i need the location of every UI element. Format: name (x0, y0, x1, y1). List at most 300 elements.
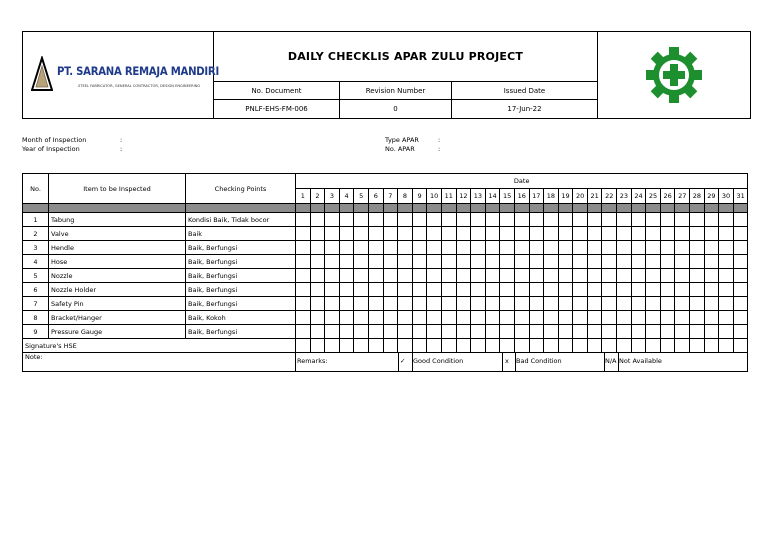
check-cell-day-5[interactable] (354, 283, 369, 297)
check-cell-day-13[interactable] (471, 269, 486, 283)
check-cell-day-15[interactable] (500, 283, 515, 297)
check-cell-day-30[interactable] (719, 297, 734, 311)
check-cell-day-9[interactable] (412, 255, 427, 269)
check-cell-day-19[interactable] (558, 255, 573, 269)
check-cell-day-3[interactable] (325, 227, 340, 241)
check-cell-day-7[interactable] (383, 325, 398, 339)
check-cell-day-13[interactable] (471, 255, 486, 269)
check-cell-day-23[interactable] (617, 269, 632, 283)
check-cell-day-23[interactable] (617, 241, 632, 255)
check-cell-day-3[interactable] (325, 269, 340, 283)
check-cell-day-22[interactable] (602, 213, 617, 227)
check-cell-day-16[interactable] (514, 311, 529, 325)
check-cell-day-7[interactable] (383, 255, 398, 269)
check-cell-day-25[interactable] (646, 325, 661, 339)
signature-cell-day-11[interactable] (441, 339, 456, 353)
check-cell-day-13[interactable] (471, 227, 486, 241)
check-cell-day-20[interactable] (573, 213, 588, 227)
check-cell-day-20[interactable] (573, 227, 588, 241)
check-cell-day-7[interactable] (383, 227, 398, 241)
check-cell-day-11[interactable] (441, 297, 456, 311)
check-cell-day-27[interactable] (675, 255, 690, 269)
signature-cell-day-12[interactable] (456, 339, 471, 353)
check-cell-day-21[interactable] (587, 269, 602, 283)
check-cell-day-18[interactable] (544, 255, 559, 269)
check-cell-day-29[interactable] (704, 213, 719, 227)
check-cell-day-22[interactable] (602, 283, 617, 297)
check-cell-day-5[interactable] (354, 227, 369, 241)
check-cell-day-2[interactable] (310, 241, 325, 255)
check-cell-day-27[interactable] (675, 213, 690, 227)
check-cell-day-15[interactable] (500, 269, 515, 283)
check-cell-day-31[interactable] (733, 241, 748, 255)
check-cell-day-11[interactable] (441, 325, 456, 339)
check-cell-day-28[interactable] (690, 255, 705, 269)
check-cell-day-27[interactable] (675, 227, 690, 241)
check-cell-day-25[interactable] (646, 255, 661, 269)
check-cell-day-15[interactable] (500, 325, 515, 339)
check-cell-day-28[interactable] (690, 213, 705, 227)
check-cell-day-31[interactable] (733, 325, 748, 339)
check-cell-day-16[interactable] (514, 255, 529, 269)
check-cell-day-14[interactable] (485, 325, 500, 339)
check-cell-day-14[interactable] (485, 311, 500, 325)
check-cell-day-18[interactable] (544, 241, 559, 255)
check-cell-day-28[interactable] (690, 297, 705, 311)
check-cell-day-16[interactable] (514, 283, 529, 297)
check-cell-day-6[interactable] (368, 255, 383, 269)
check-cell-day-12[interactable] (456, 297, 471, 311)
check-cell-day-8[interactable] (398, 283, 413, 297)
check-cell-day-1[interactable] (296, 325, 311, 339)
check-cell-day-14[interactable] (485, 255, 500, 269)
check-cell-day-19[interactable] (558, 269, 573, 283)
check-cell-day-1[interactable] (296, 255, 311, 269)
check-cell-day-26[interactable] (660, 255, 675, 269)
check-cell-day-16[interactable] (514, 297, 529, 311)
check-cell-day-7[interactable] (383, 269, 398, 283)
check-cell-day-19[interactable] (558, 283, 573, 297)
check-cell-day-2[interactable] (310, 255, 325, 269)
check-cell-day-19[interactable] (558, 213, 573, 227)
check-cell-day-27[interactable] (675, 241, 690, 255)
check-cell-day-5[interactable] (354, 269, 369, 283)
check-cell-day-6[interactable] (368, 283, 383, 297)
check-cell-day-21[interactable] (587, 283, 602, 297)
signature-cell-day-30[interactable] (719, 339, 734, 353)
check-cell-day-23[interactable] (617, 297, 632, 311)
check-cell-day-16[interactable] (514, 213, 529, 227)
check-cell-day-2[interactable] (310, 213, 325, 227)
check-cell-day-6[interactable] (368, 311, 383, 325)
signature-cell-day-17[interactable] (529, 339, 544, 353)
check-cell-day-13[interactable] (471, 283, 486, 297)
check-cell-day-5[interactable] (354, 255, 369, 269)
check-cell-day-10[interactable] (427, 311, 442, 325)
check-cell-day-2[interactable] (310, 283, 325, 297)
signature-cell-day-31[interactable] (733, 339, 748, 353)
check-cell-day-22[interactable] (602, 227, 617, 241)
check-cell-day-21[interactable] (587, 227, 602, 241)
check-cell-day-4[interactable] (339, 241, 354, 255)
check-cell-day-20[interactable] (573, 241, 588, 255)
check-cell-day-22[interactable] (602, 269, 617, 283)
check-cell-day-10[interactable] (427, 297, 442, 311)
signature-cell-day-5[interactable] (354, 339, 369, 353)
signature-cell-day-25[interactable] (646, 339, 661, 353)
check-cell-day-22[interactable] (602, 311, 617, 325)
check-cell-day-17[interactable] (529, 269, 544, 283)
check-cell-day-23[interactable] (617, 325, 632, 339)
check-cell-day-31[interactable] (733, 311, 748, 325)
check-cell-day-5[interactable] (354, 311, 369, 325)
check-cell-day-15[interactable] (500, 311, 515, 325)
check-cell-day-9[interactable] (412, 297, 427, 311)
signature-cell-day-23[interactable] (617, 339, 632, 353)
check-cell-day-13[interactable] (471, 311, 486, 325)
check-cell-day-17[interactable] (529, 213, 544, 227)
check-cell-day-16[interactable] (514, 269, 529, 283)
check-cell-day-3[interactable] (325, 255, 340, 269)
check-cell-day-24[interactable] (631, 325, 646, 339)
check-cell-day-1[interactable] (296, 297, 311, 311)
check-cell-day-26[interactable] (660, 311, 675, 325)
check-cell-day-10[interactable] (427, 283, 442, 297)
check-cell-day-1[interactable] (296, 311, 311, 325)
signature-cell-day-6[interactable] (368, 339, 383, 353)
check-cell-day-13[interactable] (471, 241, 486, 255)
check-cell-day-7[interactable] (383, 241, 398, 255)
check-cell-day-31[interactable] (733, 297, 748, 311)
check-cell-day-22[interactable] (602, 325, 617, 339)
check-cell-day-20[interactable] (573, 255, 588, 269)
check-cell-day-8[interactable] (398, 297, 413, 311)
check-cell-day-24[interactable] (631, 283, 646, 297)
check-cell-day-21[interactable] (587, 255, 602, 269)
check-cell-day-17[interactable] (529, 311, 544, 325)
check-cell-day-1[interactable] (296, 269, 311, 283)
check-cell-day-29[interactable] (704, 311, 719, 325)
check-cell-day-12[interactable] (456, 213, 471, 227)
check-cell-day-8[interactable] (398, 311, 413, 325)
check-cell-day-7[interactable] (383, 297, 398, 311)
check-cell-day-26[interactable] (660, 241, 675, 255)
signature-cell-day-13[interactable] (471, 339, 486, 353)
check-cell-day-15[interactable] (500, 241, 515, 255)
check-cell-day-6[interactable] (368, 269, 383, 283)
check-cell-day-30[interactable] (719, 311, 734, 325)
signature-cell-day-14[interactable] (485, 339, 500, 353)
check-cell-day-29[interactable] (704, 255, 719, 269)
check-cell-day-26[interactable] (660, 325, 675, 339)
check-cell-day-2[interactable] (310, 311, 325, 325)
check-cell-day-12[interactable] (456, 269, 471, 283)
check-cell-day-10[interactable] (427, 269, 442, 283)
check-cell-day-20[interactable] (573, 325, 588, 339)
check-cell-day-6[interactable] (368, 297, 383, 311)
check-cell-day-30[interactable] (719, 283, 734, 297)
check-cell-day-14[interactable] (485, 269, 500, 283)
check-cell-day-28[interactable] (690, 283, 705, 297)
check-cell-day-21[interactable] (587, 325, 602, 339)
signature-cell-day-10[interactable] (427, 339, 442, 353)
check-cell-day-12[interactable] (456, 227, 471, 241)
check-cell-day-7[interactable] (383, 283, 398, 297)
check-cell-day-6[interactable] (368, 213, 383, 227)
check-cell-day-26[interactable] (660, 269, 675, 283)
check-cell-day-9[interactable] (412, 227, 427, 241)
check-cell-day-19[interactable] (558, 325, 573, 339)
signature-cell-day-18[interactable] (544, 339, 559, 353)
signature-cell-day-15[interactable] (500, 339, 515, 353)
check-cell-day-31[interactable] (733, 255, 748, 269)
check-cell-day-9[interactable] (412, 325, 427, 339)
check-cell-day-10[interactable] (427, 213, 442, 227)
signature-cell-day-8[interactable] (398, 339, 413, 353)
check-cell-day-23[interactable] (617, 255, 632, 269)
signature-cell-day-7[interactable] (383, 339, 398, 353)
signature-cell-day-2[interactable] (310, 339, 325, 353)
check-cell-day-19[interactable] (558, 241, 573, 255)
signature-cell-day-3[interactable] (325, 339, 340, 353)
check-cell-day-29[interactable] (704, 241, 719, 255)
check-cell-day-26[interactable] (660, 297, 675, 311)
check-cell-day-26[interactable] (660, 227, 675, 241)
check-cell-day-19[interactable] (558, 311, 573, 325)
signature-cell-day-24[interactable] (631, 339, 646, 353)
check-cell-day-30[interactable] (719, 325, 734, 339)
check-cell-day-24[interactable] (631, 241, 646, 255)
check-cell-day-2[interactable] (310, 297, 325, 311)
signature-cell-day-27[interactable] (675, 339, 690, 353)
check-cell-day-25[interactable] (646, 283, 661, 297)
check-cell-day-14[interactable] (485, 213, 500, 227)
signature-cell-day-26[interactable] (660, 339, 675, 353)
check-cell-day-21[interactable] (587, 241, 602, 255)
check-cell-day-7[interactable] (383, 311, 398, 325)
check-cell-day-3[interactable] (325, 283, 340, 297)
check-cell-day-5[interactable] (354, 241, 369, 255)
check-cell-day-13[interactable] (471, 213, 486, 227)
signature-cell-day-4[interactable] (339, 339, 354, 353)
check-cell-day-20[interactable] (573, 283, 588, 297)
check-cell-day-24[interactable] (631, 213, 646, 227)
check-cell-day-17[interactable] (529, 297, 544, 311)
check-cell-day-30[interactable] (719, 213, 734, 227)
check-cell-day-10[interactable] (427, 325, 442, 339)
check-cell-day-5[interactable] (354, 297, 369, 311)
check-cell-day-22[interactable] (602, 255, 617, 269)
signature-cell-day-29[interactable] (704, 339, 719, 353)
check-cell-day-1[interactable] (296, 283, 311, 297)
check-cell-day-18[interactable] (544, 227, 559, 241)
check-cell-day-1[interactable] (296, 241, 311, 255)
check-cell-day-15[interactable] (500, 297, 515, 311)
check-cell-day-14[interactable] (485, 227, 500, 241)
check-cell-day-4[interactable] (339, 269, 354, 283)
check-cell-day-25[interactable] (646, 297, 661, 311)
check-cell-day-8[interactable] (398, 325, 413, 339)
check-cell-day-19[interactable] (558, 297, 573, 311)
check-cell-day-20[interactable] (573, 311, 588, 325)
check-cell-day-9[interactable] (412, 283, 427, 297)
check-cell-day-3[interactable] (325, 297, 340, 311)
check-cell-day-30[interactable] (719, 269, 734, 283)
check-cell-day-4[interactable] (339, 213, 354, 227)
check-cell-day-24[interactable] (631, 227, 646, 241)
check-cell-day-11[interactable] (441, 227, 456, 241)
check-cell-day-4[interactable] (339, 283, 354, 297)
check-cell-day-19[interactable] (558, 227, 573, 241)
check-cell-day-20[interactable] (573, 297, 588, 311)
check-cell-day-18[interactable] (544, 269, 559, 283)
check-cell-day-3[interactable] (325, 311, 340, 325)
check-cell-day-21[interactable] (587, 213, 602, 227)
check-cell-day-29[interactable] (704, 297, 719, 311)
check-cell-day-1[interactable] (296, 227, 311, 241)
check-cell-day-5[interactable] (354, 325, 369, 339)
check-cell-day-2[interactable] (310, 269, 325, 283)
check-cell-day-7[interactable] (383, 213, 398, 227)
check-cell-day-28[interactable] (690, 325, 705, 339)
check-cell-day-11[interactable] (441, 255, 456, 269)
signature-cell-day-16[interactable] (514, 339, 529, 353)
check-cell-day-11[interactable] (441, 241, 456, 255)
check-cell-day-29[interactable] (704, 325, 719, 339)
check-cell-day-9[interactable] (412, 311, 427, 325)
check-cell-day-12[interactable] (456, 311, 471, 325)
check-cell-day-16[interactable] (514, 241, 529, 255)
check-cell-day-25[interactable] (646, 241, 661, 255)
check-cell-day-24[interactable] (631, 297, 646, 311)
check-cell-day-16[interactable] (514, 227, 529, 241)
check-cell-day-27[interactable] (675, 297, 690, 311)
check-cell-day-4[interactable] (339, 227, 354, 241)
check-cell-day-21[interactable] (587, 297, 602, 311)
check-cell-day-6[interactable] (368, 241, 383, 255)
check-cell-day-23[interactable] (617, 227, 632, 241)
check-cell-day-10[interactable] (427, 227, 442, 241)
check-cell-day-24[interactable] (631, 255, 646, 269)
check-cell-day-17[interactable] (529, 255, 544, 269)
check-cell-day-26[interactable] (660, 283, 675, 297)
check-cell-day-13[interactable] (471, 325, 486, 339)
check-cell-day-27[interactable] (675, 283, 690, 297)
check-cell-day-17[interactable] (529, 325, 544, 339)
check-cell-day-30[interactable] (719, 241, 734, 255)
check-cell-day-20[interactable] (573, 269, 588, 283)
check-cell-day-25[interactable] (646, 269, 661, 283)
check-cell-day-17[interactable] (529, 241, 544, 255)
check-cell-day-3[interactable] (325, 325, 340, 339)
signature-cell-day-9[interactable] (412, 339, 427, 353)
check-cell-day-15[interactable] (500, 213, 515, 227)
check-cell-day-8[interactable] (398, 269, 413, 283)
check-cell-day-28[interactable] (690, 241, 705, 255)
check-cell-day-24[interactable] (631, 269, 646, 283)
check-cell-day-11[interactable] (441, 213, 456, 227)
check-cell-day-18[interactable] (544, 283, 559, 297)
check-cell-day-29[interactable] (704, 269, 719, 283)
check-cell-day-4[interactable] (339, 311, 354, 325)
check-cell-day-16[interactable] (514, 325, 529, 339)
check-cell-day-14[interactable] (485, 283, 500, 297)
check-cell-day-23[interactable] (617, 283, 632, 297)
check-cell-day-10[interactable] (427, 255, 442, 269)
check-cell-day-8[interactable] (398, 213, 413, 227)
check-cell-day-6[interactable] (368, 325, 383, 339)
check-cell-day-29[interactable] (704, 227, 719, 241)
check-cell-day-5[interactable] (354, 213, 369, 227)
check-cell-day-28[interactable] (690, 269, 705, 283)
check-cell-day-11[interactable] (441, 283, 456, 297)
check-cell-day-4[interactable] (339, 297, 354, 311)
check-cell-day-18[interactable] (544, 213, 559, 227)
check-cell-day-29[interactable] (704, 283, 719, 297)
check-cell-day-27[interactable] (675, 311, 690, 325)
signature-cell-day-21[interactable] (587, 339, 602, 353)
check-cell-day-30[interactable] (719, 255, 734, 269)
check-cell-day-23[interactable] (617, 213, 632, 227)
check-cell-day-8[interactable] (398, 227, 413, 241)
check-cell-day-31[interactable] (733, 269, 748, 283)
check-cell-day-26[interactable] (660, 213, 675, 227)
check-cell-day-3[interactable] (325, 213, 340, 227)
check-cell-day-8[interactable] (398, 255, 413, 269)
check-cell-day-31[interactable] (733, 227, 748, 241)
check-cell-day-12[interactable] (456, 255, 471, 269)
check-cell-day-9[interactable] (412, 213, 427, 227)
check-cell-day-15[interactable] (500, 227, 515, 241)
check-cell-day-18[interactable] (544, 297, 559, 311)
check-cell-day-27[interactable] (675, 325, 690, 339)
check-cell-day-24[interactable] (631, 311, 646, 325)
signature-cell-day-28[interactable] (690, 339, 705, 353)
check-cell-day-14[interactable] (485, 297, 500, 311)
check-cell-day-15[interactable] (500, 255, 515, 269)
check-cell-day-4[interactable] (339, 325, 354, 339)
check-cell-day-2[interactable] (310, 325, 325, 339)
check-cell-day-21[interactable] (587, 311, 602, 325)
signature-cell-day-22[interactable] (602, 339, 617, 353)
check-cell-day-11[interactable] (441, 269, 456, 283)
check-cell-day-17[interactable] (529, 227, 544, 241)
signature-cell-day-20[interactable] (573, 339, 588, 353)
check-cell-day-22[interactable] (602, 297, 617, 311)
check-cell-day-18[interactable] (544, 325, 559, 339)
check-cell-day-25[interactable] (646, 311, 661, 325)
check-cell-day-1[interactable] (296, 213, 311, 227)
check-cell-day-3[interactable] (325, 241, 340, 255)
check-cell-day-28[interactable] (690, 311, 705, 325)
check-cell-day-31[interactable] (733, 283, 748, 297)
check-cell-day-28[interactable] (690, 227, 705, 241)
check-cell-day-2[interactable] (310, 227, 325, 241)
check-cell-day-17[interactable] (529, 283, 544, 297)
check-cell-day-18[interactable] (544, 311, 559, 325)
check-cell-day-12[interactable] (456, 241, 471, 255)
check-cell-day-27[interactable] (675, 269, 690, 283)
check-cell-day-30[interactable] (719, 227, 734, 241)
check-cell-day-25[interactable] (646, 227, 661, 241)
check-cell-day-9[interactable] (412, 269, 427, 283)
check-cell-day-14[interactable] (485, 241, 500, 255)
check-cell-day-4[interactable] (339, 255, 354, 269)
check-cell-day-9[interactable] (412, 241, 427, 255)
check-cell-day-25[interactable] (646, 213, 661, 227)
check-cell-day-12[interactable] (456, 283, 471, 297)
check-cell-day-8[interactable] (398, 241, 413, 255)
